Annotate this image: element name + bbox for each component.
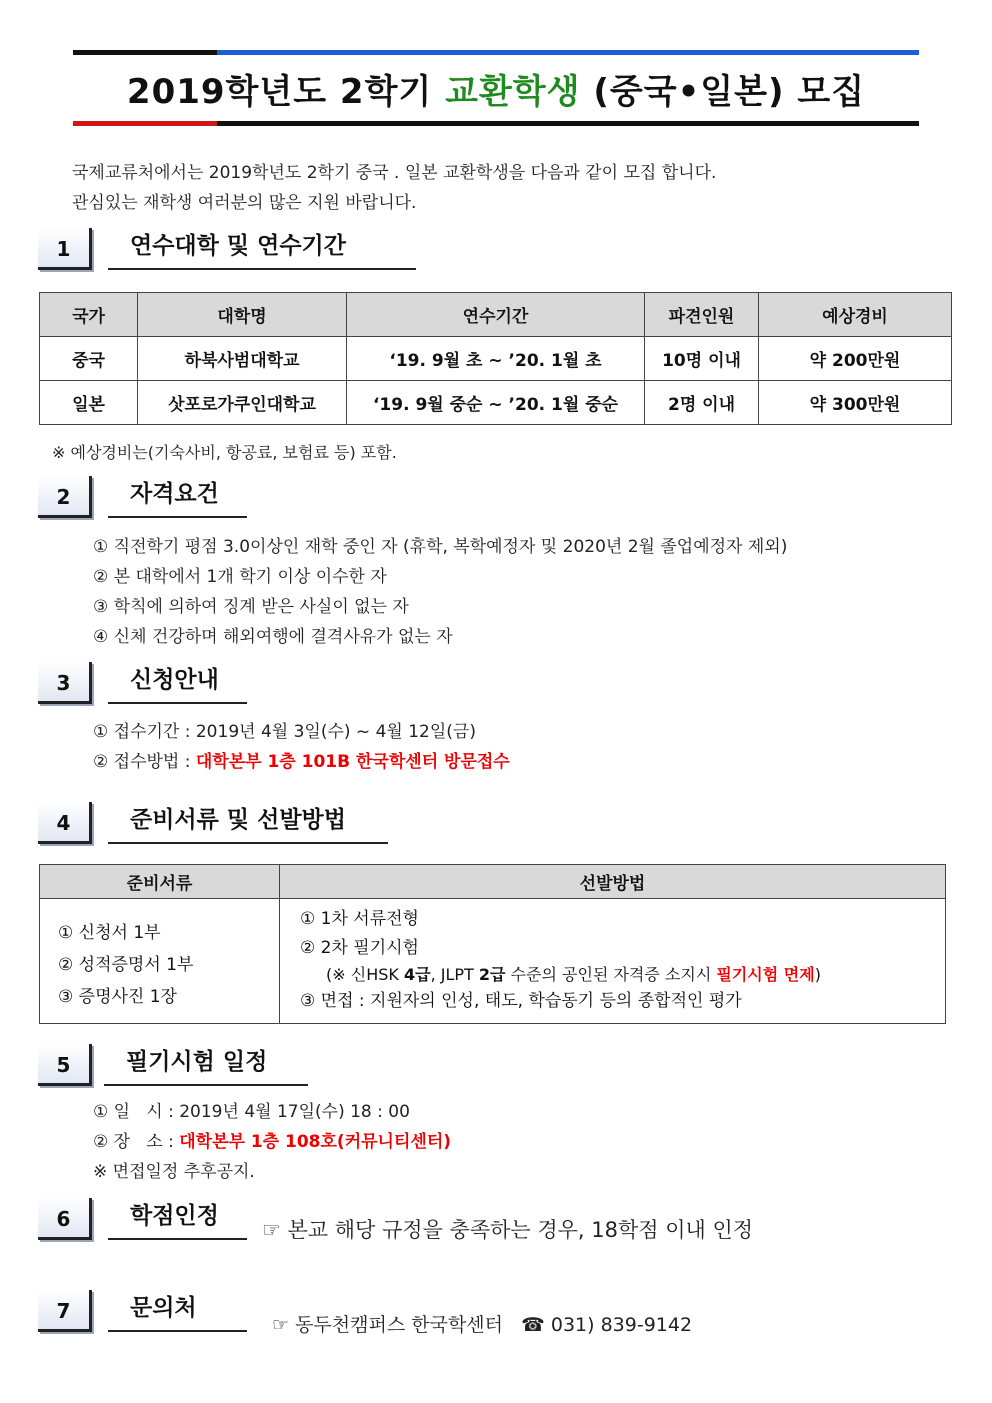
table-row	[40, 381, 952, 425]
cell-period: ‘19. 9월 중순 ~ ’20. 1월 중순	[347, 381, 645, 425]
section-title-3: 신청안내	[108, 662, 247, 704]
selection-step-2-note	[300, 963, 945, 987]
selection-step-3: ③ 면접 : 지원자의 인성, 태도, 학습동기 등의 종합적인 평가	[300, 991, 742, 1011]
col-header-university: 대학명	[138, 293, 347, 337]
requirements-list	[93, 532, 787, 652]
section-number-6: 6	[38, 1198, 92, 1240]
list-item: ③ 학칙에 의하여 징계 받은 사실이 없는 자	[93, 597, 409, 617]
exam-date: ① 일 시 : 2019년 4월 17일(수) 18 : 00	[93, 1102, 410, 1122]
cell-quota: 2명 이내	[645, 381, 759, 425]
list-item: ① 신청서 1부	[58, 923, 161, 943]
section-number-7: 7	[38, 1290, 92, 1332]
title-part3: (중국•일본) 모집	[580, 72, 866, 112]
table-row	[40, 899, 946, 1024]
application-list	[93, 717, 510, 777]
section-number-2: 2	[38, 476, 92, 518]
title-bottom-rule	[73, 121, 919, 126]
section-title-7: 문의처	[108, 1290, 247, 1332]
note-text: , JLPT	[430, 965, 479, 984]
exam-list	[93, 1097, 451, 1187]
interview-note: ※ 면접일정 추후공지.	[93, 1162, 255, 1182]
section-title-6: 학점인정	[108, 1198, 247, 1240]
selection-step-2: ② 2차 필기시험	[300, 938, 419, 958]
list-item: ③ 증명사진 1장	[58, 987, 177, 1007]
cell-cost: 약 200만원	[759, 337, 952, 381]
note-text: (※ 신HSK	[326, 965, 404, 984]
section-number-1: 1	[38, 228, 92, 270]
note-text: 수준의 공인된 자격증 소지시	[505, 965, 717, 984]
documents-selection-table	[39, 864, 946, 1024]
intro-line-2: 관심있는 재학생 여러분의 많은 지원 바랍니다.	[72, 193, 417, 213]
intro-text	[72, 158, 716, 218]
col-header-country: 국가	[40, 293, 138, 337]
documents-cell	[40, 899, 280, 1024]
intro-line-1: 국제교류처에서는 2019학년도 2학기 중국 . 일본 교환학생을 다음과 같이 모집 합니다.	[72, 163, 717, 183]
place-value: 대학본부 1층 108호(커뮤니티센터)	[179, 1132, 452, 1152]
phone-icon: ☎	[521, 1314, 545, 1336]
section-title-2: 자격요건	[108, 476, 247, 518]
cell-cost: 약 300만원	[759, 381, 952, 425]
page-title	[73, 64, 919, 113]
section-number-3: 3	[38, 662, 92, 704]
application-period: ① 접수기간 : 2019년 4월 3일(수) ~ 4월 12일(금)	[93, 722, 476, 742]
cost-note: ※ 예상경비는(기숙사비, 항공료, 보험료 등) 포함.	[52, 443, 397, 462]
note-jlpt-level: 2급	[478, 965, 506, 984]
credit-text: ☞ 본교 해당 규정을 충족하는 경우, 18학점 이내 인정	[262, 1218, 754, 1242]
exam-place	[93, 1127, 451, 1157]
list-item: ② 본 대학에서 1개 학기 이상 이수한 자	[93, 567, 387, 587]
selection-step-1: ① 1차 서류전형	[300, 909, 419, 929]
contact-phone: 031) 839-9142	[550, 1314, 693, 1336]
table-row	[40, 337, 952, 381]
title-banner	[73, 50, 919, 126]
cell-university: 하북사범대학교	[138, 337, 347, 381]
cell-university: 삿포로가쿠인대학교	[138, 381, 347, 425]
note-exemption: 필기시험 면제	[716, 965, 815, 984]
col-header-selection: 선발방법	[280, 865, 946, 899]
method-value: 대학본부 1층 101B 한국학센터 방문접수	[195, 752, 510, 772]
selection-cell	[280, 899, 946, 1024]
title-top-rule	[73, 50, 919, 55]
title-part1: 2019학년도 2학기	[126, 72, 446, 112]
section-number-5: 5	[38, 1044, 92, 1086]
col-header-documents: 준비서류	[40, 865, 280, 899]
col-header-cost: 예상경비	[759, 293, 952, 337]
contact-info	[272, 1310, 692, 1337]
cell-quota: 10명 이내	[645, 337, 759, 381]
cell-country: 중국	[40, 337, 138, 381]
list-item: ② 성적증명서 1부	[58, 955, 194, 975]
title-highlight: 교환학생	[445, 72, 581, 112]
method-label: ② 접수방법 :	[93, 752, 196, 772]
section-title-1: 연수대학 및 연수기간	[108, 228, 416, 270]
section-title-4: 준비서류 및 선발방법	[108, 802, 388, 844]
note-hsk-level: 4급	[403, 965, 431, 984]
application-method	[93, 747, 510, 777]
section-number-4: 4	[38, 802, 92, 844]
cell-country: 일본	[40, 381, 138, 425]
contact-location: ☞ 동두천캠퍼스 한국학센터	[272, 1314, 504, 1336]
note-text: )	[814, 965, 821, 984]
list-item: ① 직전학기 평점 3.0이상인 재학 중인 자 (휴학, 복학예정자 및 2020년 2월 졸업예정자 제외)	[93, 537, 788, 557]
table-header-row	[40, 293, 952, 337]
cell-period: ‘19. 9월 초 ~ ’20. 1월 초	[347, 337, 645, 381]
section-title-5: 필기시험 일정	[104, 1044, 308, 1086]
table-header-row	[40, 865, 946, 899]
col-header-quota: 파견인원	[645, 293, 759, 337]
col-header-period: 연수기간	[347, 293, 645, 337]
program-table	[39, 292, 952, 425]
list-item: ④ 신체 건강하며 해외여행에 결격사유가 없는 자	[93, 627, 453, 647]
place-label: ② 장 소 :	[93, 1132, 180, 1152]
